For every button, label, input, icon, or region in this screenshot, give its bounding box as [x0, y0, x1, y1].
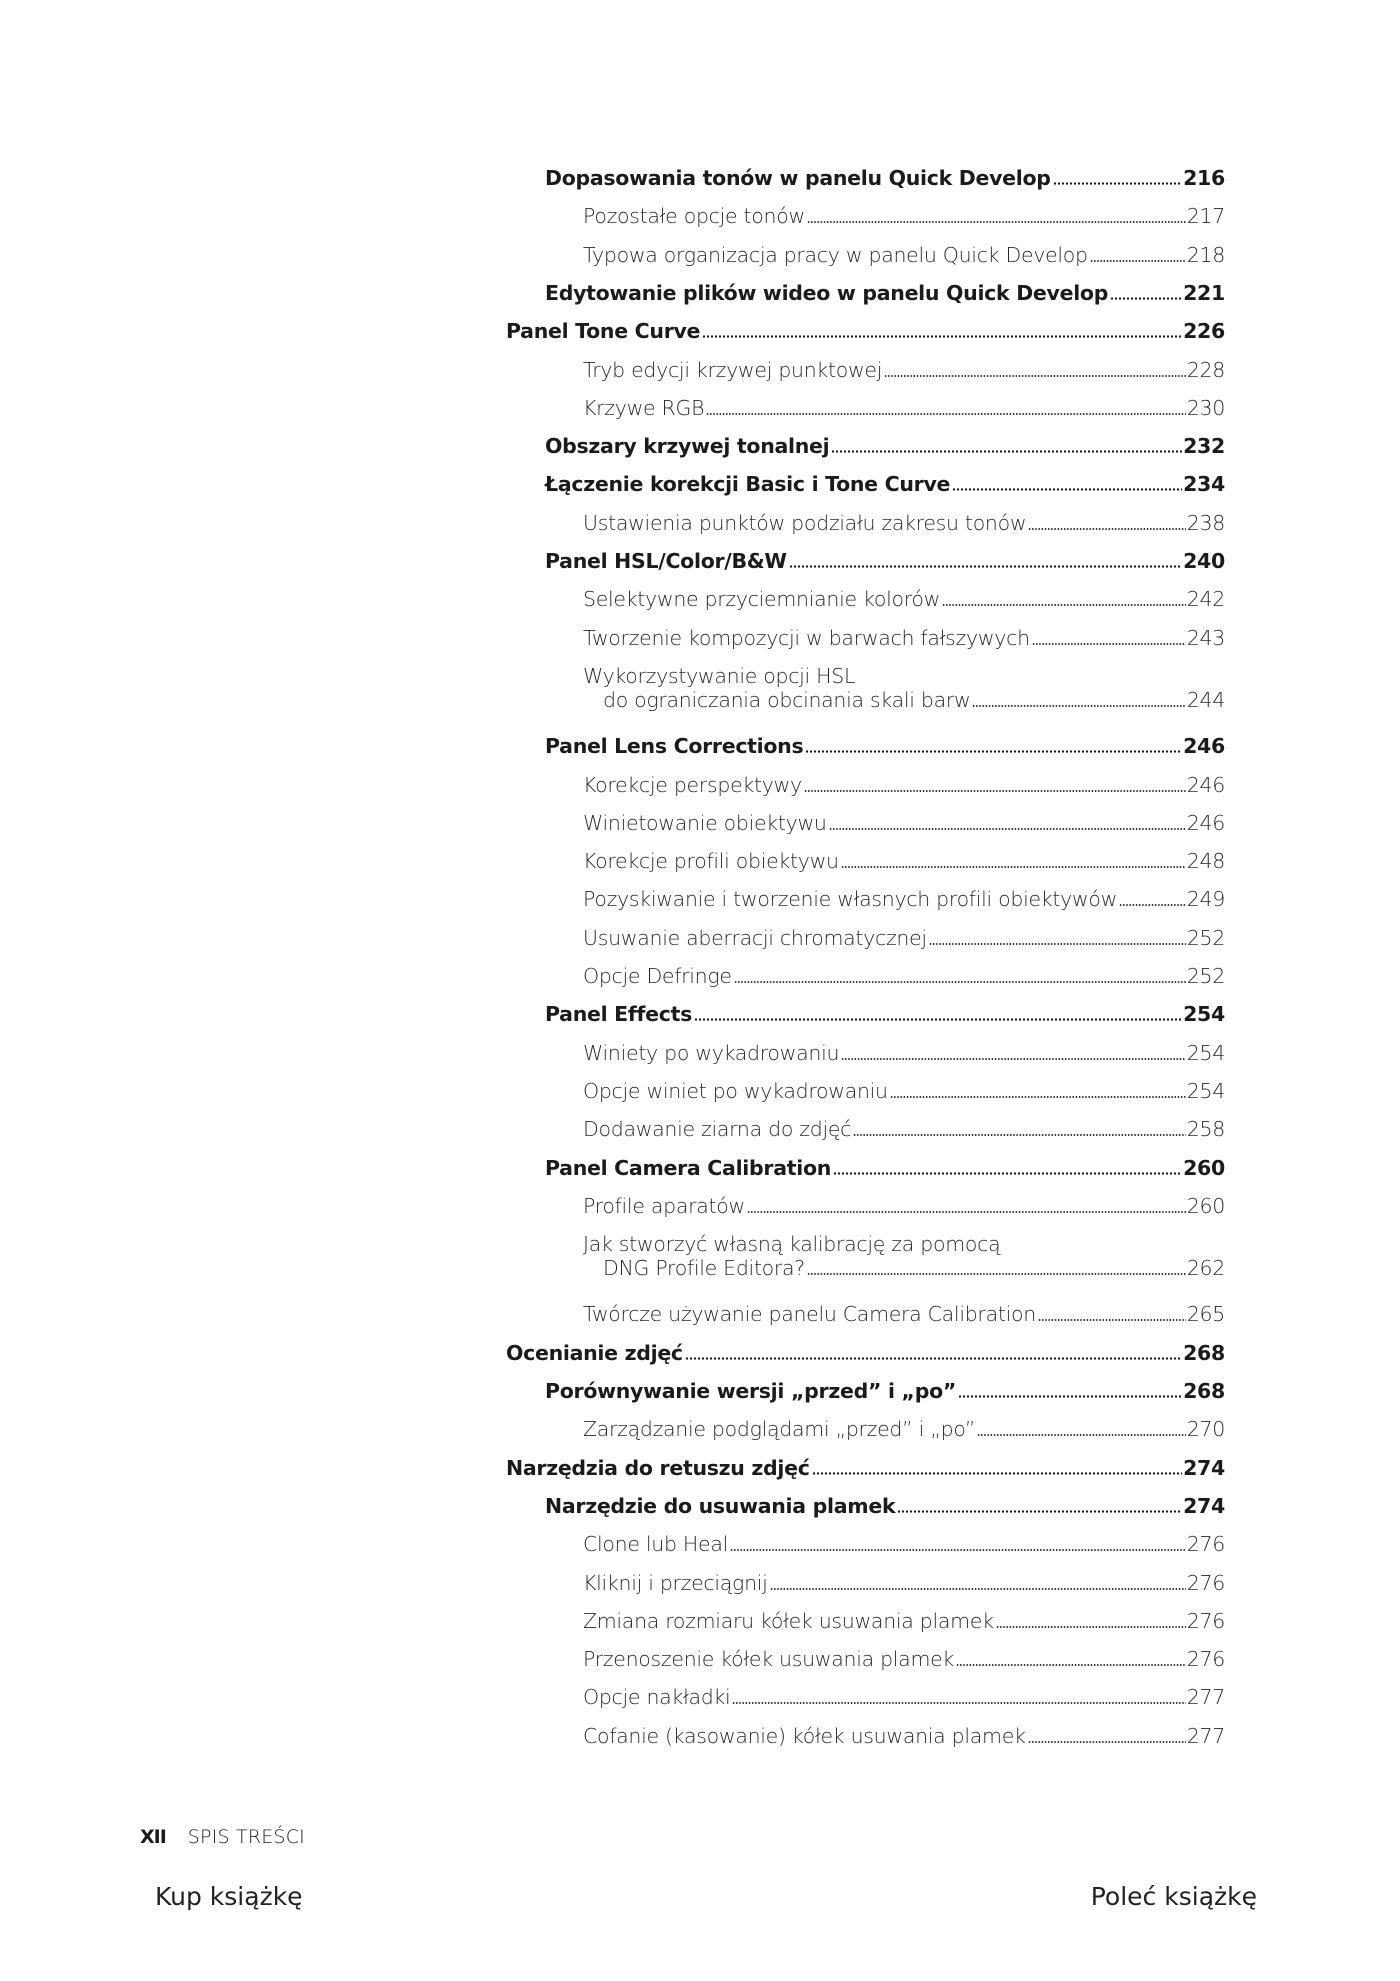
dot-leader	[952, 488, 1182, 491]
toc-entry-title: Narzędzia do retuszu zdjęć	[506, 1455, 810, 1480]
toc-entry	[583, 358, 1225, 382]
toc-entry	[583, 1079, 1225, 1103]
toc-entry-page: 276	[1186, 1647, 1225, 1672]
toc-entry-page: 217	[1186, 204, 1225, 229]
toc-entry-title: Zarządzanie podglądami „przed” i „po”	[583, 1417, 976, 1442]
toc-entry-title: Łączenie korekcji Basic i Tone Curve	[545, 472, 951, 497]
toc-entry-title: Krzywe RGB	[583, 395, 705, 420]
toc-entry-page: 262	[1186, 1256, 1225, 1281]
toc-entry-title: Cofanie (kasowanie) kółek usuwania plamek	[583, 1723, 1026, 1748]
toc-entry	[583, 664, 1225, 712]
dot-leader	[812, 1472, 1182, 1475]
toc-entry-page: 249	[1186, 887, 1225, 912]
toc-entry	[583, 1724, 1225, 1748]
toc-entry	[545, 1002, 1225, 1026]
dot-leader	[805, 750, 1182, 753]
toc-entry-page: 254	[1186, 1078, 1225, 1103]
dot-leader	[833, 1172, 1182, 1175]
toc-entry	[583, 849, 1225, 873]
toc-entry	[545, 1156, 1225, 1180]
toc-entry-page: 226	[1183, 319, 1225, 344]
toc-entry-title: Dopasowania tonów w panelu Quick Develop	[545, 166, 1051, 190]
toc-entry	[506, 319, 1225, 343]
toc-entry-title: Usuwanie aberracji chromatycznej	[583, 925, 927, 950]
toc-entry	[545, 1494, 1225, 1518]
toc-entry	[506, 1456, 1225, 1480]
toc-entry-title: Obszary krzywej tonalnej	[545, 434, 830, 459]
dot-leader	[956, 1664, 1186, 1666]
toc-entry-page: 268	[1183, 1340, 1225, 1365]
toc-entry-page: 270	[1186, 1417, 1225, 1442]
toc-entry-title: do ograniczania obcinania skali barw	[603, 687, 971, 712]
toc-entry-title: Narzędzie do usuwania plamek	[545, 1493, 896, 1518]
toc-entry-page: 216	[1183, 166, 1225, 190]
toc-entry-page: 230	[1186, 395, 1225, 420]
dot-leader	[1119, 904, 1186, 906]
toc-entry-title: Pozostałe opcje tonów	[583, 204, 805, 229]
dot-leader	[1032, 643, 1186, 645]
dot-leader	[702, 335, 1182, 338]
toc-entry-title: Ustawienia punktów podziału zakresu tonów	[583, 510, 1027, 535]
toc-entry-title: Dodawanie ziarna do zdjęć	[583, 1117, 852, 1142]
dot-leader	[734, 981, 1186, 983]
toc-entry-title: Porównywanie wersji „przed” i „po”	[545, 1379, 957, 1403]
toc-entry-page: 277	[1186, 1685, 1225, 1710]
dot-leader	[897, 1510, 1182, 1513]
toc-entry	[545, 281, 1225, 305]
toc-entry-title: Pozyskiwanie i tworzenie własnych profili obiektywów	[583, 887, 1118, 912]
toc-entry	[583, 773, 1225, 797]
toc-entry-title: Panel HSL/Color/B&W	[545, 549, 787, 573]
toc-entry-page: 265	[1186, 1302, 1225, 1327]
toc-entry	[583, 1532, 1225, 1556]
toc-entry-title: Opcje winiet po wykadrowaniu	[583, 1078, 888, 1103]
dot-leader	[730, 1549, 1186, 1551]
toc-entry	[506, 1341, 1225, 1365]
toc-entry-title: Clone lub Heal	[583, 1532, 728, 1557]
running-footer-title: SPIS TREŚCI	[187, 1826, 305, 1848]
toc-entry-title: Korekcje perspektywy	[583, 772, 802, 797]
dot-leader	[829, 828, 1186, 830]
dot-leader	[996, 1626, 1186, 1628]
toc-entry-page: 221	[1183, 280, 1225, 305]
toc-entry-title: Panel Camera Calibration	[545, 1155, 832, 1180]
dot-leader	[807, 221, 1186, 223]
toc-entry	[545, 472, 1225, 496]
toc-entry-page: 248	[1186, 849, 1225, 874]
toc-entry	[545, 1379, 1225, 1403]
toc-entry-page: 242	[1186, 587, 1225, 612]
dot-leader	[958, 1395, 1182, 1398]
toc-entry-title: Opcje nakładki	[583, 1685, 731, 1710]
toc-entry-title: Edytowanie plików wideo w panelu Quick Develop	[545, 280, 1109, 305]
toc-entry	[583, 1302, 1225, 1326]
dot-leader	[1053, 182, 1182, 185]
toc-entry-title: Panel Tone Curve	[506, 319, 701, 344]
toc-entry	[583, 204, 1225, 228]
dot-leader	[1038, 1319, 1186, 1321]
page-footer	[140, 1826, 305, 1848]
toc-entry	[583, 1647, 1225, 1671]
toc-entry-page: 260	[1186, 1193, 1225, 1218]
dot-leader	[1028, 528, 1185, 530]
dot-leader	[694, 1018, 1182, 1021]
dot-leader	[972, 705, 1185, 707]
toc-entry-title: Panel Effects	[545, 1002, 692, 1027]
toc-entry-title: Selektywne przyciemnianie kolorów	[583, 587, 941, 612]
toc-entry-page: 246	[1186, 810, 1225, 835]
recommend-book-link[interactable]: Poleć książkę	[1090, 1882, 1257, 1911]
toc-entry	[545, 549, 1225, 573]
toc-entry-title: Zmiana rozmiaru kółek usuwania plamek	[583, 1608, 994, 1633]
toc-entry-title: Winiety po wykadrowaniu	[583, 1040, 840, 1065]
toc-entry	[583, 1232, 1225, 1280]
dot-leader	[747, 1211, 1186, 1213]
dot-leader	[890, 1096, 1186, 1098]
toc-entry-page: 277	[1186, 1723, 1225, 1748]
dot-leader	[841, 1058, 1186, 1060]
toc-entry	[583, 1417, 1225, 1441]
toc-entry	[583, 1571, 1225, 1595]
toc-entry	[583, 511, 1225, 535]
toc-entry-page: 274	[1183, 1455, 1225, 1480]
toc-entry	[583, 964, 1225, 988]
dot-leader	[807, 1273, 1186, 1275]
toc-entry-page: 246	[1183, 734, 1225, 759]
toc-entry-page: 252	[1186, 964, 1225, 988]
dot-leader	[831, 450, 1182, 453]
toc-entry-page: 228	[1186, 357, 1225, 382]
toc-entry-title: DNG Profile Editora?	[603, 1256, 805, 1281]
buy-book-link[interactable]: Kup książkę	[155, 1882, 303, 1911]
dot-leader	[1028, 1741, 1186, 1743]
dot-leader	[977, 1434, 1186, 1436]
toc-entry-page: 238	[1186, 510, 1225, 535]
toc-entry	[583, 587, 1225, 611]
toc-entry-page: 232	[1183, 434, 1225, 459]
toc-entry-page: 268	[1183, 1379, 1225, 1403]
toc-entry-page: 260	[1183, 1155, 1225, 1180]
toc-entry-page: 276	[1186, 1608, 1225, 1633]
page-number: XII	[140, 1826, 166, 1848]
toc-entry-title: Ocenianie zdjęć	[506, 1340, 683, 1365]
toc-entry-page: 252	[1186, 925, 1225, 950]
dot-leader	[942, 604, 1186, 606]
toc-entry-title: Tworzenie kompozycji w barwach fałszywych	[583, 625, 1030, 650]
toc-entry-title: Panel Lens Corrections	[545, 734, 804, 759]
dot-leader	[804, 790, 1186, 792]
toc-entry	[545, 734, 1225, 758]
toc-entry	[583, 1117, 1225, 1141]
toc-entry	[583, 626, 1225, 650]
dot-leader	[732, 1702, 1185, 1704]
toc-entry	[583, 1609, 1225, 1633]
toc-entry	[583, 243, 1225, 267]
toc-entry-page: 276	[1186, 1570, 1225, 1595]
toc-entry-title: Kliknij i przeciągnij	[583, 1570, 768, 1595]
dot-leader	[789, 565, 1182, 568]
dot-leader	[1090, 260, 1186, 262]
dot-leader	[1110, 297, 1182, 300]
toc-entry-title: Twórcze używanie panelu Camera Calibration	[583, 1302, 1036, 1327]
toc-entry-title: Typowa organizacja pracy w panelu Quick Develop	[583, 242, 1088, 267]
toc-entry-title: Jak stworzyć własną kalibrację za pomocą	[583, 1232, 1001, 1257]
toc-entry	[583, 926, 1225, 950]
dot-leader	[853, 1134, 1186, 1136]
toc-entry	[583, 887, 1225, 911]
toc-entry	[583, 1685, 1225, 1709]
toc-entry-page: 254	[1186, 1040, 1225, 1065]
toc-entry-page: 246	[1186, 772, 1225, 797]
dot-leader	[706, 413, 1186, 415]
toc-entry-title: Wykorzystywanie opcji HSL	[583, 663, 856, 688]
toc-entry-title: Opcje Defringe	[583, 964, 732, 988]
toc-entry-page: 218	[1186, 242, 1225, 267]
toc-entry-title: Tryb edycji krzywej punktowej	[583, 357, 883, 382]
toc-entry	[545, 166, 1225, 190]
dot-leader	[929, 943, 1186, 945]
dot-leader	[685, 1357, 1182, 1360]
toc-entry-title: Profile aparatów	[583, 1193, 745, 1218]
dot-leader	[841, 866, 1186, 868]
toc-entry-page: 276	[1186, 1532, 1225, 1557]
toc-entry-page: 240	[1183, 549, 1225, 573]
toc-entry	[583, 396, 1225, 420]
toc-entry-page: 254	[1183, 1002, 1225, 1027]
toc-entry-page: 243	[1186, 625, 1225, 650]
toc-entry	[545, 434, 1225, 458]
toc-entry-page: 244	[1186, 687, 1225, 712]
toc-entry-page: 234	[1183, 472, 1225, 497]
toc-entry-page: 274	[1183, 1493, 1225, 1518]
toc-entry	[583, 1194, 1225, 1218]
toc-entry-title: Przenoszenie kółek usuwania plamek	[583, 1647, 955, 1672]
toc-entry-page: 258	[1186, 1117, 1225, 1142]
toc-entry	[583, 811, 1225, 835]
toc-entry	[583, 1041, 1225, 1065]
dot-leader	[884, 375, 1186, 377]
dot-leader	[770, 1588, 1186, 1590]
toc-entry-title: Winietowanie obiektywu	[583, 810, 827, 835]
toc-entry-title: Korekcje profili obiektywu	[583, 849, 839, 874]
